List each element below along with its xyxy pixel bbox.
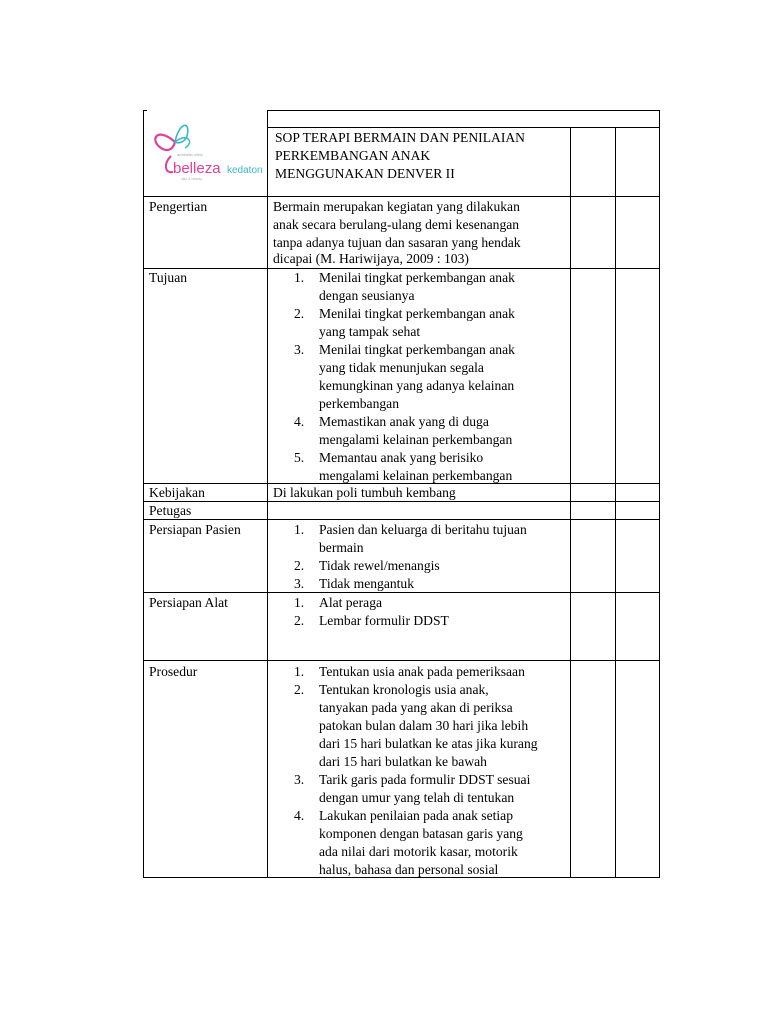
row-line-persiapan-pasien: [143, 519, 660, 520]
title-col-divider-2: [615, 127, 616, 197]
list-item: 2. Lembar formulir DDST: [294, 613, 449, 628]
list-item: 2. Menilai tingkat perkembangan anak yang tampak sehat: [294, 306, 515, 339]
persiapan-pasien-list: [267, 521, 527, 593]
svg-text:belleza: belleza: [173, 160, 221, 177]
label-pengertian: Pengertian: [149, 199, 208, 214]
label-tujuan: Tujuan: [149, 270, 188, 285]
svg-text:skin & beauty: skin & beauty: [181, 177, 203, 181]
list-item: 4. Lakukan penilaian pada anak setiap komponen dengan batasan garis yang ada nilai dari motorik kasar, motorik halus, bahasa dan personal sosial: [294, 808, 523, 877]
list-item: 1. Pasien dan keluarga di beritahu tujuan bermain: [294, 522, 527, 555]
list-item: 3. Menilai tingkat perkembangan anak yang tidak menunjukan segala kemungkinan yang adanya kelainan perkembangan: [294, 342, 515, 411]
list-item: 1. Tentukan usia anak pada pemeriksaan: [294, 664, 525, 679]
pengertian-line-4: dicapai (M. Hariwijaya, 2009 : 103): [273, 251, 469, 266]
label-kebijakan: Kebijakan: [149, 485, 205, 500]
title-line-3: MENGGUNAKAN DENVER II: [275, 166, 455, 181]
title-col-divider-1: [570, 127, 571, 197]
col-divider-check-2: [615, 196, 616, 878]
logo-cell-left-border: [143, 110, 144, 196]
list-item: 5. Memantau anak yang berisiko mengalami kelainan perkembangan: [294, 450, 513, 483]
label-petugas: Petugas: [149, 503, 192, 518]
prosedur-list: [267, 663, 538, 879]
belleza-logo: [147, 112, 263, 188]
list-item: 4. Memastikan anak yang di duga mengalami kelainan perkembangan: [294, 414, 513, 447]
title-line-1: SOP TERAPI BERMAIN DAN PENILAIAN: [275, 130, 525, 145]
list-item: 2. Tentukan kronologis usia anak, tanyakan pada yang akan di periksa patokan bulan dalam 30 hari jika lebih dari 15 hari bulatkan ke atas jika kurang dari 15 hari bulatkan ke bawah: [294, 682, 538, 769]
list-item: 3. Tidak mengantuk: [294, 576, 415, 591]
label-prosedur: Prosedur: [149, 664, 198, 679]
kebijakan-value: Di lakukan poli tumbuh kembang: [273, 485, 456, 500]
list-item: 3. Tarik garis pada formulir DDST sesuai dengan umur yang telah di tentukan: [294, 772, 531, 805]
list-item: 2. Tidak rewel/menangis: [294, 558, 440, 573]
row-line-prosedur: [143, 660, 660, 661]
label-persiapan-pasien: Persiapan Pasien: [149, 522, 241, 537]
svg-text:aesthetic clinic: aesthetic clinic: [177, 152, 204, 157]
pengertian-line-3: tanpa adanya tujuan dan sasaran yang hendak: [273, 235, 521, 250]
pengertian-line-1: Bermain merupakan kegiatan yang dilakukan: [273, 199, 520, 214]
row-line-top: [143, 196, 268, 197]
persiapan-alat-list: [267, 594, 449, 630]
svg-text:kedaton: kedaton: [227, 165, 263, 176]
label-persiapan-alat: Persiapan Alat: [149, 595, 228, 610]
col-divider-check-1: [570, 196, 571, 878]
pengertian-line-2: anak secara berulang-ulang demi kesenangan: [273, 217, 520, 232]
tujuan-list: [267, 269, 515, 485]
list-item: 1. Alat peraga: [294, 595, 383, 610]
header-top-strip: [267, 110, 660, 128]
title-line-2: PERKEMBANGAN ANAK: [275, 148, 431, 163]
list-item: 1. Menilai tingkat perkembangan anak dengan seusianya: [294, 270, 515, 303]
